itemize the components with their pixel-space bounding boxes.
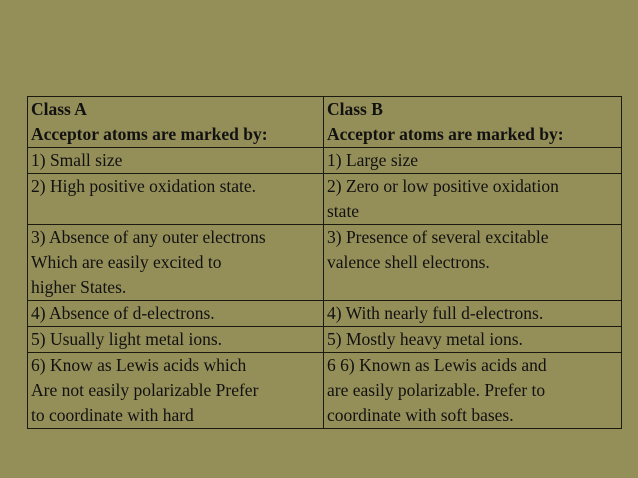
cell-line: 1) Small size [31, 150, 123, 170]
table-row [28, 174, 622, 225]
cell-line: 3) Presence of several excitable [327, 227, 549, 247]
class-a-cell [28, 225, 324, 301]
table-row [28, 301, 622, 327]
table-header-row [28, 97, 622, 148]
class-comparison-table [27, 96, 622, 429]
cell-line: 6 6) Known as Lewis acids and [327, 355, 547, 375]
cell-line: 5) Mostly heavy metal ions. [327, 329, 523, 349]
table-row [28, 148, 622, 174]
cell-line: Are not easily polarizable Prefer [31, 380, 259, 400]
header-class-b [324, 97, 622, 148]
class-a-cell [28, 148, 324, 174]
cell-line: higher States. [31, 277, 127, 297]
cell-line: coordinate with soft bases. [327, 405, 514, 425]
class-a-cell [28, 174, 324, 225]
class-b-cell [324, 225, 622, 301]
class-a-cell [28, 327, 324, 353]
header-class-a-subtitle: Acceptor atoms are marked by: [31, 124, 268, 144]
cell-line: are easily polarizable. Prefer to [327, 380, 546, 400]
header-class-a-title: Class A [31, 99, 87, 119]
table-row [28, 225, 622, 301]
header-class-a [28, 97, 324, 148]
class-b-cell [324, 353, 622, 429]
cell-line: valence shell electrons. [327, 252, 490, 272]
cell-line: 4) With nearly full d-electrons. [327, 303, 544, 323]
class-a-cell [28, 301, 324, 327]
cell-line: to coordinate with hard [31, 405, 194, 425]
cell-line: state [327, 201, 360, 221]
cell-line: 5) Usually light metal ions. [31, 329, 223, 349]
header-class-b-subtitle: Acceptor atoms are marked by: [327, 124, 564, 144]
table-row [28, 327, 622, 353]
class-b-cell [324, 301, 622, 327]
class-b-cell [324, 148, 622, 174]
cell-line: 2) Zero or low positive oxidation [327, 176, 559, 196]
header-class-b-title: Class B [327, 99, 383, 119]
class-b-cell [324, 174, 622, 225]
table-row [28, 353, 622, 429]
cell-line: 6) Know as Lewis acids which [31, 355, 247, 375]
cell-line: 4) Absence of d-electrons. [31, 303, 215, 323]
class-b-cell [324, 327, 622, 353]
cell-line: 3) Absence of any outer electrons [31, 227, 266, 247]
class-a-cell [28, 353, 324, 429]
cell-line: Which are easily excited to [31, 252, 222, 272]
cell-line: 2) High positive oxidation state. [31, 176, 257, 196]
cell-line: 1) Large size [327, 150, 419, 170]
